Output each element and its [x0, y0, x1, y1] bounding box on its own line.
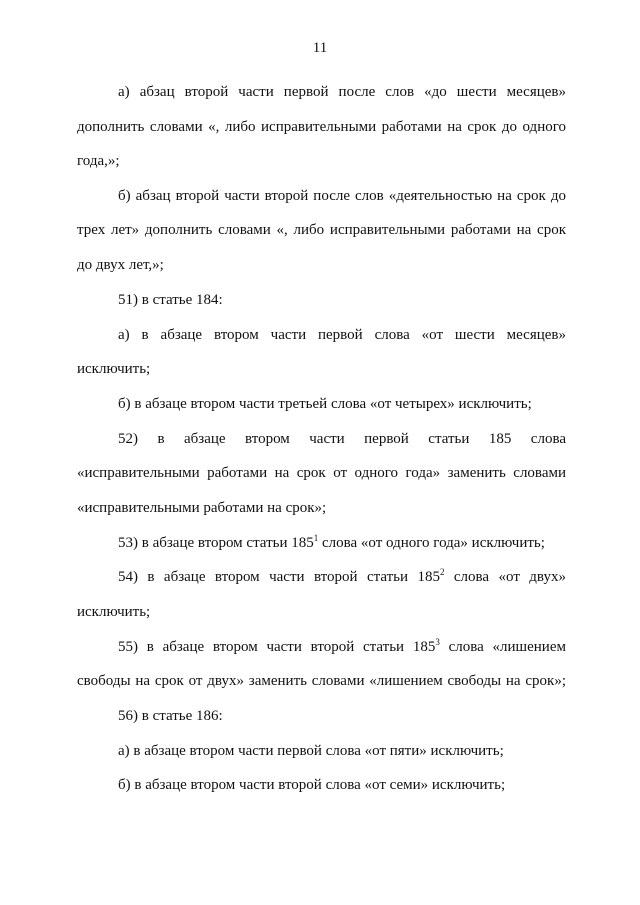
text-line: 51) в статье 184: — [118, 292, 223, 308]
text-line: «исправительными работами на срок от одного года» заменить словами — [77, 465, 566, 481]
text-line: года,»; — [77, 153, 120, 169]
text-line: а) абзац второй части первой после слов «до шести месяцев» — [118, 84, 566, 100]
page-number: 11 — [312, 40, 328, 56]
text-line: исключить; — [77, 604, 151, 620]
text-fragment: 55) в абзаце втором части второй статьи 185 — [118, 639, 436, 655]
text-line: б) абзац второй части второй после слов «деятельностью на срок до — [118, 188, 566, 204]
text-fragment: 53) в абзаце втором статьи 185 — [118, 535, 314, 551]
text-fragment: 54) в абзаце втором части второй статьи 185 — [118, 569, 440, 585]
text-line: до двух лет,»; — [77, 257, 164, 273]
text-line: дополнить словами «, либо исправительными работами на срок до одного — [77, 119, 566, 135]
text-line — [118, 638, 566, 656]
text-line: 56) в статье 186: — [118, 708, 223, 724]
text-line: а) в абзаце втором части первой слова «от шести месяцев» — [118, 327, 566, 343]
text-line: «исправительными работами на срок»; — [77, 500, 327, 516]
text-fragment: слова «от одного года» исключить; — [318, 535, 545, 551]
text-line: свободы на срок от двух» заменить словами «лишением свободы на срок»; — [77, 673, 566, 689]
text-fragment: слова «от двух» — [444, 569, 566, 585]
text-line: 52) в абзаце втором части первой статьи 185 слова — [118, 431, 566, 447]
superscript: 3 — [435, 637, 440, 647]
text-line — [118, 534, 566, 552]
text-line — [118, 568, 566, 586]
text-fragment: слова «лишением — [439, 639, 566, 655]
text-line: а) в абзаце втором части первой слова «от пяти» исключить; — [118, 743, 504, 759]
text-line: б) в абзаце втором части второй слова «от семи» исключить; — [118, 777, 506, 793]
text-line: трех лет» дополнить словами «, либо исправительными работами на срок — [77, 222, 566, 238]
text-line: б) в абзаце втором части третьей слова «от четырех» исключить; — [118, 396, 532, 412]
superscript: 2 — [439, 567, 445, 577]
superscript: 1 — [313, 533, 319, 543]
text-line: исключить; — [77, 361, 151, 377]
